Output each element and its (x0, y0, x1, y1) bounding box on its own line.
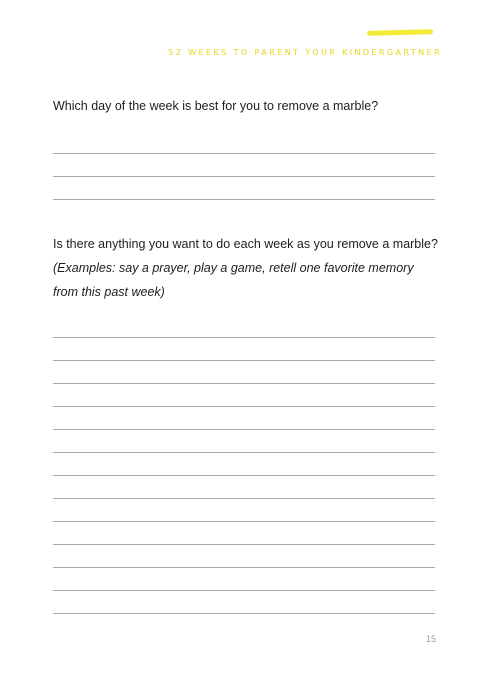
answer-line[interactable] (53, 429, 435, 430)
answer-line[interactable] (53, 544, 435, 545)
page-number: 15 (425, 634, 436, 644)
answer-line[interactable] (53, 153, 435, 154)
answer-line[interactable] (53, 613, 435, 614)
answer-line[interactable] (53, 452, 435, 453)
answer-line[interactable] (53, 498, 435, 499)
question-2 (53, 232, 438, 304)
answer-line[interactable] (53, 337, 435, 338)
answer-line[interactable] (53, 199, 435, 200)
answer-line[interactable] (53, 360, 435, 361)
answer-line[interactable] (53, 176, 435, 177)
question-1-text: Which day of the week is best for you to remove a marble? (53, 99, 379, 113)
question-1 (53, 94, 438, 118)
answer-line[interactable] (53, 567, 435, 568)
question-2-text: Is there anything you want to do each week as you remove a marble? (53, 237, 438, 251)
answer-line[interactable] (53, 406, 435, 407)
answer-line[interactable] (53, 475, 435, 476)
answer-line[interactable] (53, 521, 435, 522)
yellow-highlight-mark (367, 29, 433, 36)
answer-line[interactable] (53, 590, 435, 591)
question-2-examples: (Examples: say a prayer, play a game, retell one favorite memory from this past week) (53, 261, 414, 299)
running-head-title: 52 WEEKS TO PARENT YOUR KINDERGARTNER (168, 47, 442, 57)
answer-line[interactable] (53, 383, 435, 384)
